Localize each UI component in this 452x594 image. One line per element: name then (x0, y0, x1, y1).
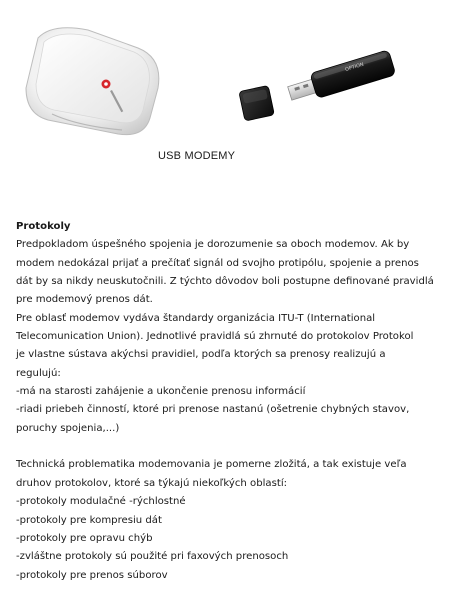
text-line: Technická problematika modemovania je pomerne zložitá, a tak existuje veľa (16, 459, 407, 471)
paragraph-problematics (16, 456, 441, 584)
text-line: Predpokladom úspešného spojenia je dorozumenie sa oboch modemov. Ak by (16, 239, 410, 251)
text-line: druhov protokolov, ktoré sa týkajú niekoľkých oblastí: (16, 477, 288, 489)
list-item: -protokoly pre opravu chýb (16, 532, 153, 544)
list-item: -riadi priebeh činností, ktoré pri prenose nastanú (ošetrenie chybných stavov, (16, 404, 410, 416)
text-line: Telecomunication Union). Jednotlivé pravidlá sú zhrnuté do protokolov Protokol (16, 331, 414, 343)
white-usb-modem-image (18, 18, 168, 143)
list-item: -má na starosti zahájenie a ukončenie prenosu informácií (16, 386, 306, 398)
black-usb-stick-modem-image (238, 50, 398, 130)
text-line: modem nedokázal prijať a prečítať signál od svojho protipólu, spojenie a prenos (16, 257, 419, 269)
paragraph-intro (16, 236, 441, 309)
text-line: poruchy spojenia,...) (16, 422, 120, 434)
list-item: -protokoly pre prenos súborov (16, 569, 168, 581)
text-line: regulujú: (16, 367, 61, 379)
paragraph-spacer (16, 438, 441, 456)
article-body (16, 218, 441, 585)
text-line: dát by sa nikdy neuskutočnili. Z týchto dôvodov boli postupne definované pravidlá (16, 276, 434, 288)
paragraph-itu (16, 310, 441, 438)
device-logo-text: OPTION (344, 61, 365, 73)
section-heading: Protokoly (16, 221, 71, 232)
list-item: -protokoly modulačné -rýchlostné (16, 496, 186, 508)
list-item: -zvláštne protokoly sú použité pri faxových prenosoch (16, 551, 289, 563)
text-line: pre modemový prenos dát. (16, 294, 153, 306)
figure-caption: USB MODEMY (158, 150, 236, 162)
text-line: je vlastne sústava akýchsi pravidiel, podľa ktorých sa prenosy realizujú a (16, 349, 386, 361)
text-line: Pre oblasť modemov vydáva štandardy organizácia ITU-T (International (16, 312, 376, 324)
usb-modems-figure (0, 0, 452, 170)
list-item: -protokoly pre kompresiu dát (16, 514, 162, 526)
